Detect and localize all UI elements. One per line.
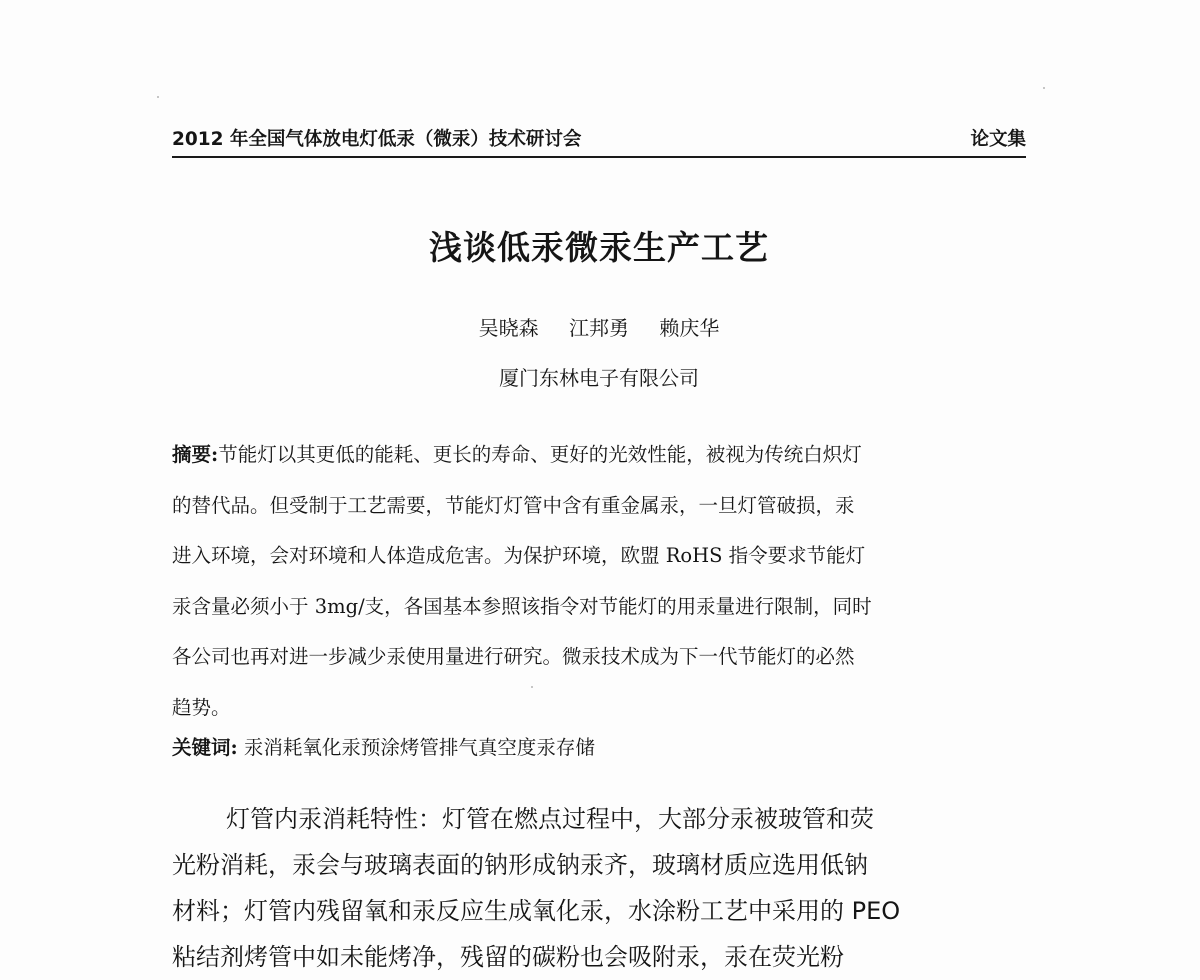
body-line: 材料；灯管内残留氧和汞反应生成氧化汞，水涂粉工艺中采用的 PEO bbox=[172, 897, 901, 925]
scan-speck bbox=[1043, 87, 1045, 89]
scan-speck bbox=[531, 686, 533, 688]
body-line: 光粉消耗，汞会与玻璃表面的钠形成钠汞齐，玻璃材质应选用低钠 bbox=[172, 851, 868, 879]
abstract-line: 各公司也再对进一步减少汞使用量进行研究。微汞技术成为下一代节能灯的必然 bbox=[172, 645, 855, 669]
keywords-label: 关键词: bbox=[172, 736, 238, 759]
body-line: 粘结剂烤管中如未能烤净，残留的碳粉也会吸附汞，汞在荧光粉 bbox=[172, 943, 844, 971]
abstract-line bbox=[172, 430, 1026, 481]
abstract-text: 节能灯以其更低的能耗、更长的寿命、更好的光效性能，被视为传统白炽灯 bbox=[218, 443, 862, 466]
abstract-line: 进入环境，会对环境和人体造成危害。为保护环境，欧盟 RoHS 指令要求节能灯 bbox=[172, 544, 866, 568]
conference-name: 2012 年全国气体放电灯低汞（微汞）技术研讨会 bbox=[172, 129, 582, 150]
author-name: 江邦勇 bbox=[569, 316, 629, 340]
author-name: 赖庆华 bbox=[659, 316, 720, 340]
scan-speck bbox=[157, 96, 159, 98]
abstract bbox=[172, 430, 1026, 734]
author-affiliation: 厦门东林电子有限公司 bbox=[499, 366, 699, 390]
author-list bbox=[172, 312, 1026, 344]
running-header bbox=[172, 124, 1026, 158]
abstract-label: 摘要: bbox=[172, 443, 219, 466]
body-line: 灯管内汞消耗特性：灯管在燃点过程中，大部分汞被玻管和荧 bbox=[226, 805, 874, 833]
paper-title: 浅谈低汞微汞生产工艺 bbox=[429, 228, 769, 267]
abstract-line: 汞含量必须小于 3mg/支，各国基本参照该指令对节能灯的用汞量进行限制，同时 bbox=[172, 594, 872, 618]
author-name: 吴晓森 bbox=[478, 316, 539, 340]
abstract-line: 的替代品。但受制于工艺需要，节能灯灯管中含有重金属汞，一旦灯管破损，汞 bbox=[172, 493, 855, 517]
proceedings-label: 论文集 bbox=[970, 129, 1026, 150]
keywords bbox=[172, 728, 1026, 768]
abstract-line: 趋势。 bbox=[172, 695, 231, 719]
keywords-text: 汞消耗氧化汞预涂烤管排气真空度汞存储 bbox=[237, 736, 595, 759]
body-text bbox=[172, 796, 1026, 980]
